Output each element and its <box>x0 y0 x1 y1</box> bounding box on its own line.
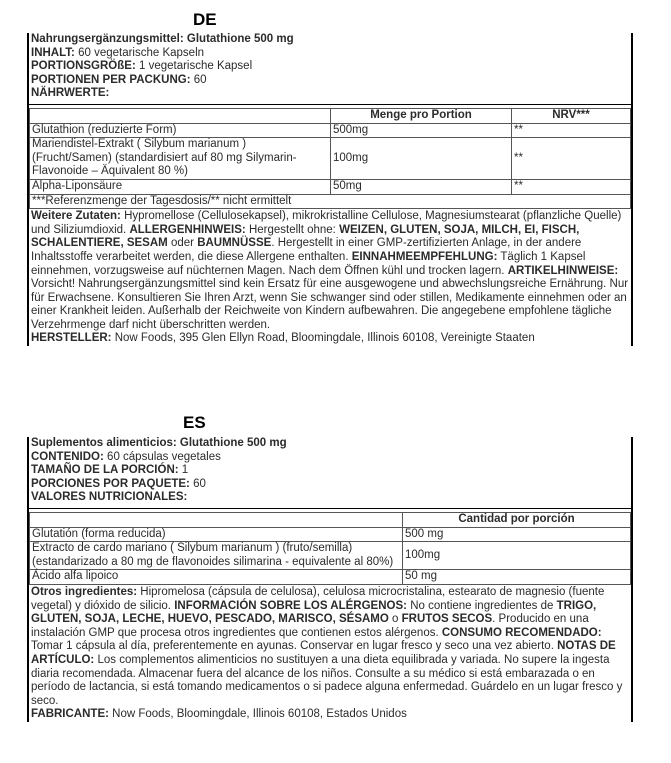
table-cell: 500 mg <box>403 527 631 542</box>
allergen-list-nuts: FRUTOS SECOS <box>401 613 493 626</box>
serving-value: 1 <box>181 464 189 477</box>
serving-label: PORTIONSGRÖßE: <box>31 60 136 73</box>
servings-value: 60 <box>193 477 206 490</box>
ingredients-text: Hypromellose (Cellulosekapsel), mikrokristalline Cellulose, Magnesiumstearat (pflanzliche Quelle) und Siliziumdioxid. <box>31 210 622 236</box>
table-cell: 500mg <box>331 123 512 138</box>
content-label: INHALT: <box>31 46 75 59</box>
product-title <box>29 33 631 47</box>
product-title <box>29 437 631 451</box>
table-cell: Extracto de cardo mariano ( Silybum marianum ) (fruto/semilla) (estandarizado a 80 mg de flavonoides silimarina - equivalente al 80%) <box>30 542 403 570</box>
table-header-row <box>30 108 631 123</box>
table-cell: 100mg <box>403 542 631 570</box>
table-cell: 50mg <box>331 179 512 194</box>
table-header-cell <box>30 108 331 123</box>
table-cell: Mariendistel-Extrakt ( Silybum marianum ) (Frucht/Samen) (standardisiert auf 80 mg Silymarin-Flavonoide – Äquivalent 80 %) <box>30 138 331 180</box>
ingredients-text: Hipromelosa (cápsula de celulosa), celulosa microcristalina, estearato de magnesio (fuente vegetal) y dióxido de silicio. <box>31 585 605 612</box>
table-cell: Glutatión (forma reducida) <box>30 527 403 542</box>
body-text <box>29 209 631 346</box>
allergen-pre: No contiene ingredientes de <box>410 599 554 612</box>
manufacturer-text: Now Foods, 395 Glen Ellyn Road, Bloomingdale, Illinois 60108, Vereinigte Staaten <box>114 332 535 345</box>
table-footnote: ***Referenzmenge der Tagesdosis/** nicht ermittelt <box>30 194 631 209</box>
table-cell: 100mg <box>331 138 512 180</box>
allergen-post: . Hergestellt in einer GMP-zertifizierten Anlage, in der andere Inhaltsstoffe verarbeitet werden, die diese Allergene enthalten. <box>31 237 582 263</box>
table-header-row <box>30 512 631 527</box>
servings-per-pack-line <box>29 478 631 492</box>
heading-de: DE <box>193 10 217 29</box>
warning-text: Vorsicht! Nahrungsergänzungsmittel sind kein Ersatz für eine ausgewogene und abwechslungsreiche Ernährung. Nur für Erwachsene. Konsultieren Sie Ihren Arzt, wenn Sie schwanger sind oder stillen, Medikamente einnehmen oder an einer Krankheit leiden. Außerhalb der Reichweite von Kindern aufbewahren. Die angegebene empfohlene tägliche Verzehrmenge darf nicht überschritten werden. <box>31 278 629 331</box>
servings-label: PORTIONEN PER PACKUNG: <box>31 73 191 86</box>
allergen-post: . Producido en una instalación GMP que procesa otros ingredientes que contienen estos alérgenos. <box>31 613 589 639</box>
table-footnote-row <box>30 194 631 209</box>
table-cell: Ácido alfa lipoico <box>30 570 403 585</box>
title-value: Glutathione 500 mg <box>186 33 294 45</box>
table-cell: ** <box>512 179 631 194</box>
table-row <box>30 179 631 194</box>
table-cell: Glutathion (reduzierte Form) <box>30 123 331 138</box>
label-panel-de <box>27 33 633 346</box>
ingredients-label: Weitere Zutaten: <box>31 210 121 223</box>
allergen-list-nuts: BAUMNÜSSE <box>197 237 272 250</box>
allergen-list: TRIGO, GLUTEN, SOJA, LECHE, HUEVO, PESCADO, MARISCO, SÉSAMO <box>31 599 597 626</box>
table-header-cell: Menge pro Portion <box>331 108 512 123</box>
table-cell: ** <box>512 123 631 138</box>
allergen-list: WEIZEN, GLUTEN, SOJA, MILCH, EI, FISCH, SCHALENTIERE, SESAM <box>31 223 580 250</box>
serving-size-line <box>29 60 631 74</box>
table-cell: Alpha-Liponsäure <box>30 179 331 194</box>
allergen-label: ALLERGENHINWEIS: <box>129 223 246 236</box>
content-label: CONTENIDO: <box>31 450 104 463</box>
content-value: 60 vegetarische Kapseln <box>78 46 205 59</box>
servings-value: 60 <box>193 73 207 86</box>
ingredients-label: Otros ingredientes: <box>31 585 138 598</box>
serving-value: 1 vegetarische Kapsel <box>138 60 253 73</box>
warning-label: NOTAS DE ARTÍCULO: <box>31 640 616 666</box>
table-header-cell: Cantidad por porción <box>403 512 631 527</box>
manufacturer-label: HERSTELLER: <box>31 332 112 345</box>
title-value: Glutathione 500 mg <box>179 437 287 449</box>
allergen-or: o <box>392 613 399 626</box>
nutrition-heading: VALORES NUTRICIONALES: <box>29 491 631 509</box>
allergen-or: oder <box>170 237 194 250</box>
table-header-cell: NRV*** <box>512 108 631 123</box>
usage-text: Tomar 1 cápsula al día, preferentemente en ayunas. Conservar en lugar fresco y seco una vez abierto. <box>31 640 554 653</box>
usage-text: Täglich 1 Kapsel einnehmen, vorzugsweise auf nüchternen Magen. Nach dem Öffnen kühl und trocken lagern. <box>31 250 586 277</box>
servings-per-pack-line <box>29 74 631 88</box>
table-row <box>30 123 631 138</box>
table-cell: 50 mg <box>403 570 631 585</box>
content-line <box>29 451 631 465</box>
nutrition-heading: NÄHRWERTE: <box>29 87 631 105</box>
manufacturer-text: Now Foods, Bloomingdale, Illinois 60108, Estados Unidos <box>112 708 407 721</box>
manufacturer-label: FABRICANTE: <box>31 708 109 721</box>
warning-label: ARTIKELHINWEISE: <box>507 264 619 277</box>
table-row <box>30 527 631 542</box>
body-text <box>29 585 631 722</box>
content-value: 60 cápsulas vegetales <box>107 450 221 463</box>
warning-text: Los complementos alimenticios no sustituyen a una dieta equilibrada y variada. No supere la ingesta diaria recomendada. Almacenar fuera del alcance de los niños. Consulte a su médico si está embarazada o en período de lactancia, si está tomando medicamentos o si padece alguna enfermedad. Guárdelo en un lugar fresco y seco. <box>31 653 623 707</box>
allergen-label: INFORMACIÓN SOBRE LOS ALÉRGENOS: <box>174 599 407 612</box>
usage-label: EINNAHMEEMPFEHLUNG: <box>351 250 498 263</box>
servings-label: PORCIONES POR PAQUETE: <box>31 477 190 490</box>
table-row <box>30 138 631 180</box>
table-cell: ** <box>512 138 631 180</box>
table-row <box>30 542 631 570</box>
usage-label: CONSUMO RECOMENDADO: <box>441 626 602 639</box>
table-header-cell <box>30 512 403 527</box>
serving-size-line <box>29 464 631 478</box>
label-panel-es <box>27 437 633 722</box>
serving-label: TAMAÑO DE LA PORCIÓN: <box>31 464 179 477</box>
nutrition-table <box>29 108 631 209</box>
allergen-pre: Hergestellt ohne: <box>248 223 336 236</box>
title-label: Suplementos alimenticios: <box>31 437 177 449</box>
title-label: Nahrungsergänzungsmittel: <box>31 33 184 45</box>
table-row <box>30 570 631 585</box>
content-line <box>29 47 631 61</box>
heading-es: ES <box>183 413 206 432</box>
nutrition-table <box>29 512 631 585</box>
